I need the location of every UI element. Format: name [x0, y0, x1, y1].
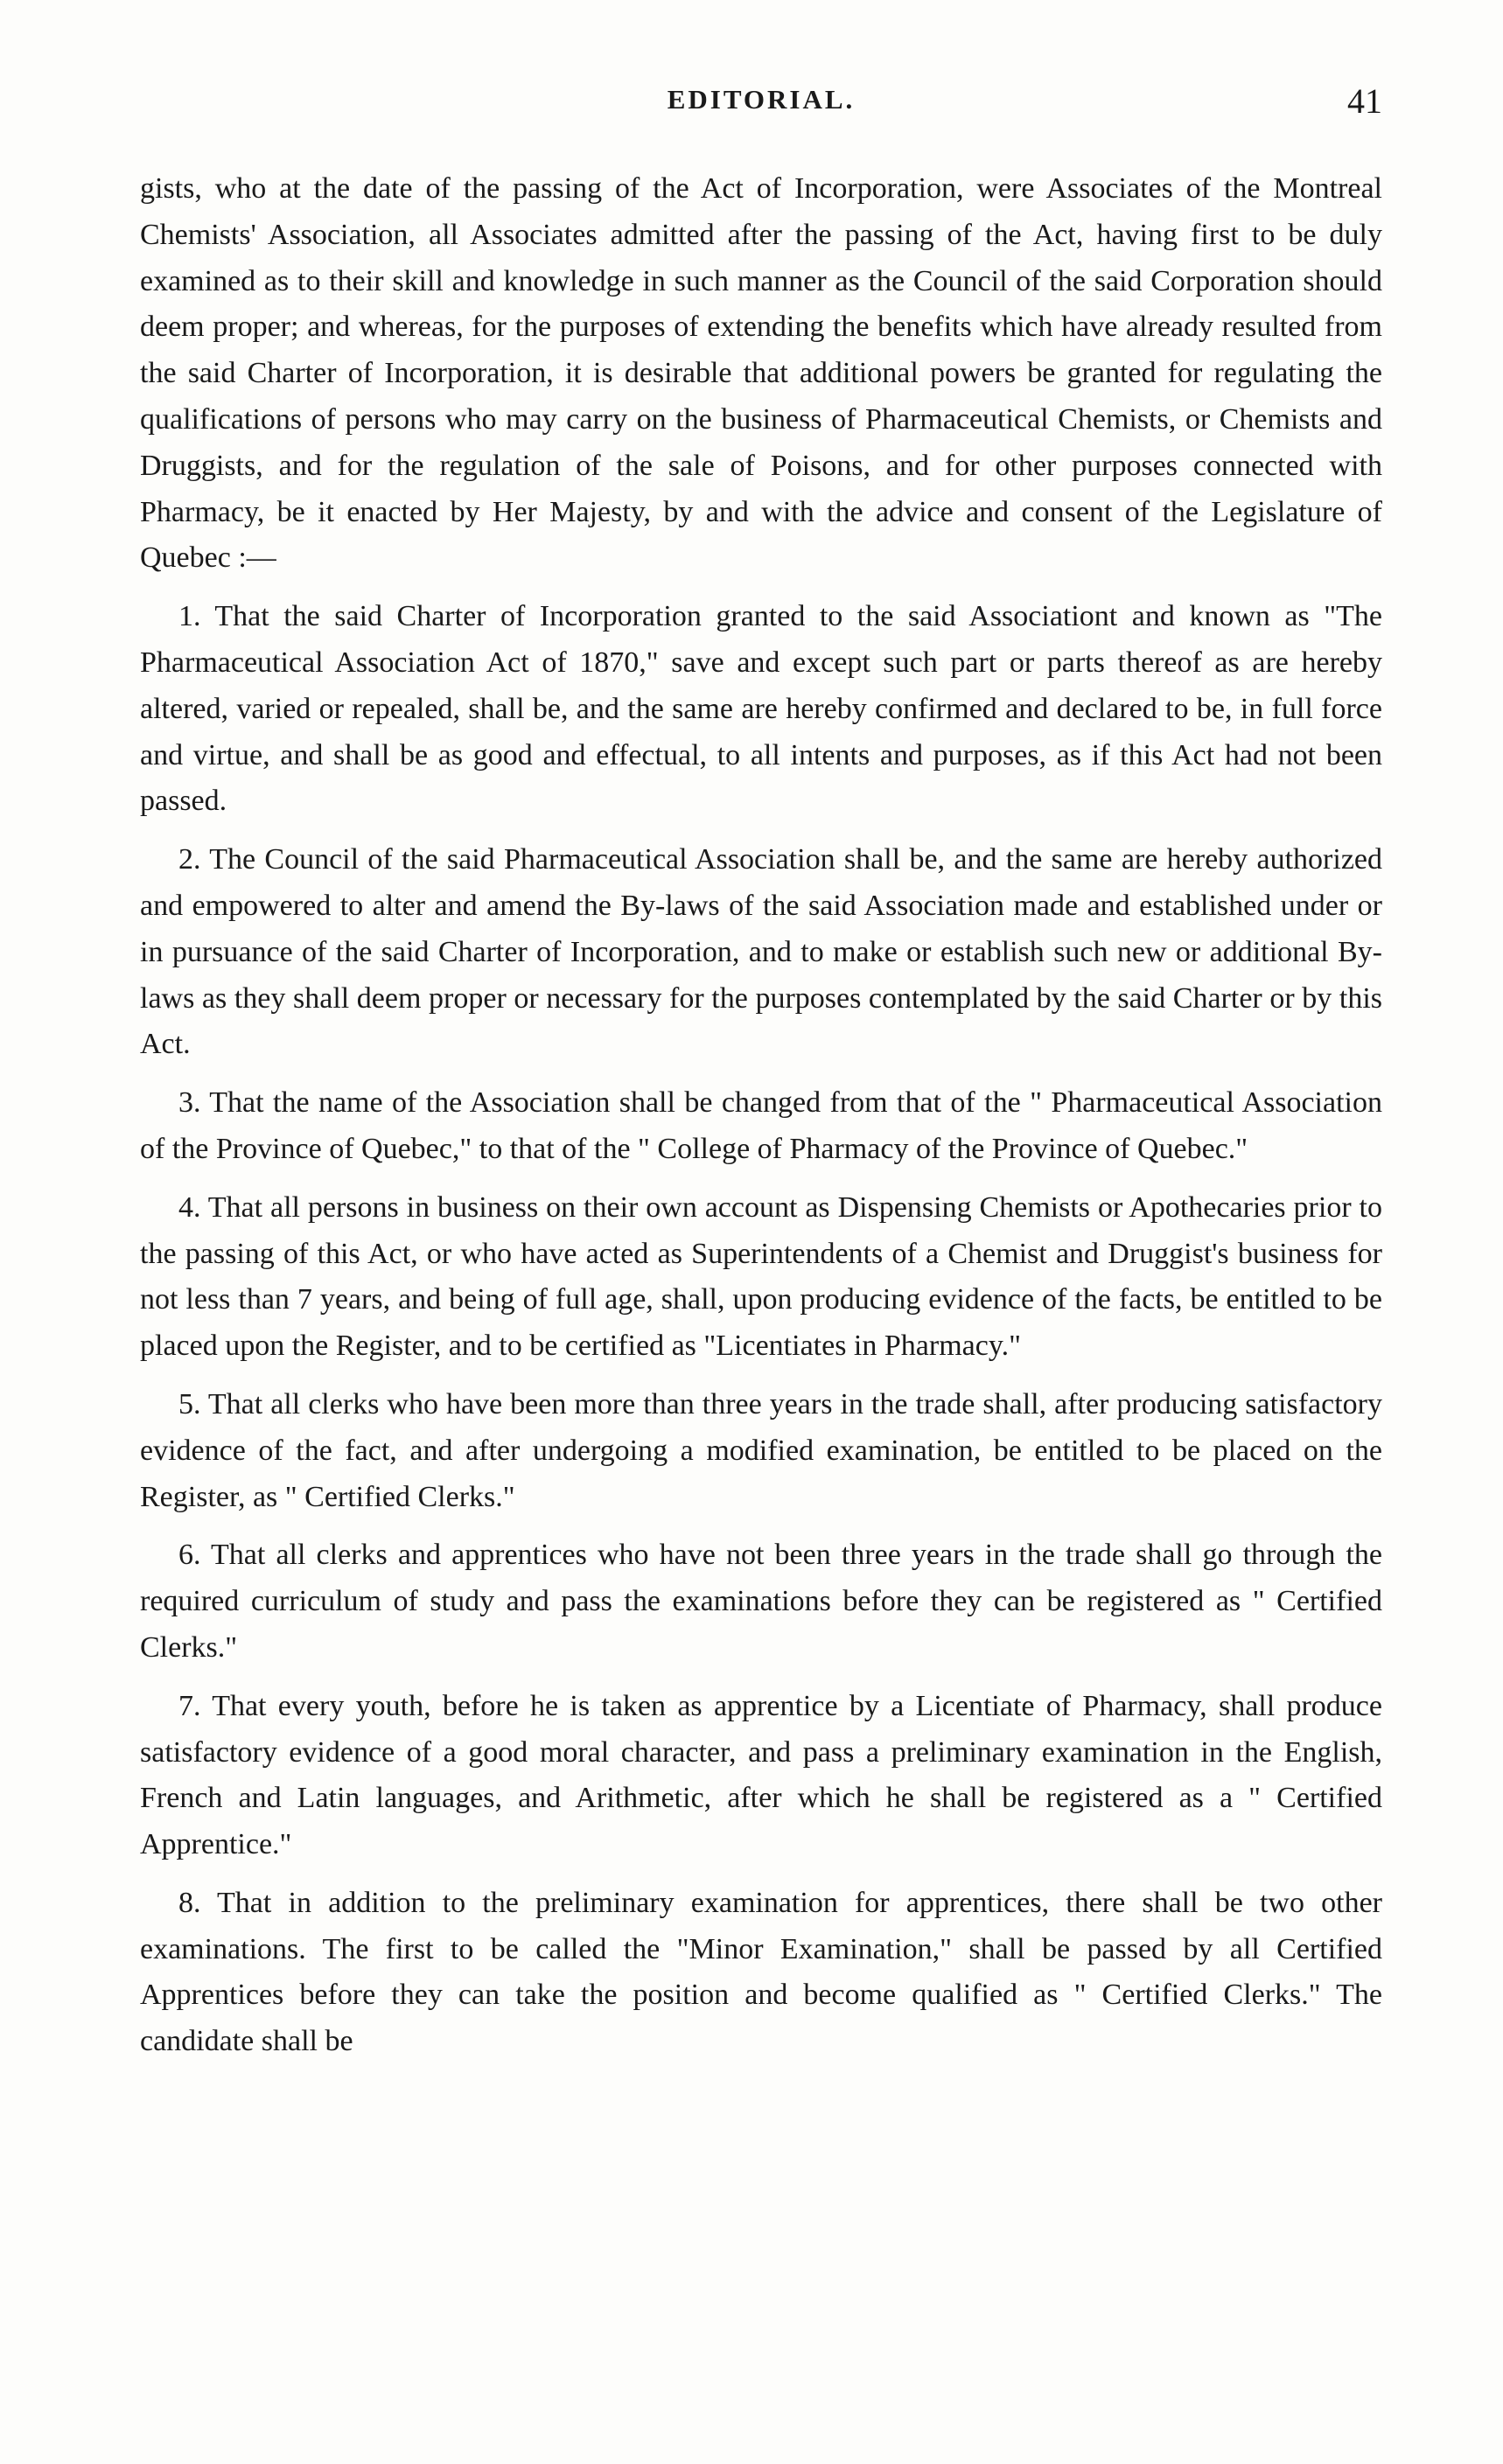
clause-3: 3. That the name of the Association shall be changed from that of the " Pharmaceutical Association of the Province of Quebec," to that of the " College of Pharmacy of the Province of Quebec." [140, 1086, 1382, 1165]
clause-2: 2. The Council of the said Pharmaceutical Association shall be, and the same are hereby authorized and empowered to alter and amend the By-laws of the said Association made and established under or in pursuance of the said Charter of Incorporation, and to make or establish such new or additional By-laws as they shall deem proper or necessary for the purposes contemplated by the said Charter or by this Act. [140, 843, 1382, 1061]
clause-1: 1. That the said Charter of Incorporation granted to the said Associationt and known as "The Pharmaceutical Association Act of 1870," save and except such part or parts thereof as are hereby altered, varied or repealed, shall be, and the same are hereby confirmed and declared to be, in full force and virtue, and shall be as good and effectual, to all intents and purposes, as if this Act had not been passed. [140, 600, 1382, 818]
clause-5: 5. That all clerks who have been more than three years in the trade shall, after producing satisfactory evidence of the fact, and after undergoing a modified examination, be entitled to be placed on the Register, as " Certified Clerks." [140, 1387, 1382, 1513]
body-text [140, 166, 1382, 2065]
running-head [140, 81, 1382, 136]
intro-paragraph: gists, who at the date of the passing of the Act of Incorporation, were Associates of the Montreal Chemists' Association, all Associates admitted after the passing of the Act, having first to be duly examined as to their skill and knowledge in such manner as the Council of the said Corporation should deem proper; and whereas, for the purposes of extending the benefits which have already resulted from the said Charter of Incorporation, it is desirable that additional powers be granted for regulating the qualifications of persons who may carry on the business of Pharmaceutical Chemists, or Chemists and Druggists, and for the regulation of the sale of Poisons, and for other purposes connected with Pharmacy, be it enacted by Her Majesty, by and with the advice and consent of the Legislature of Quebec :— [140, 172, 1382, 575]
running-head-title: EDITORIAL. [667, 84, 856, 115]
clause-7: 7. That every youth, before he is taken as apprentice by a Licentiate of Pharmacy, shall produce satisfactory evidence of a good moral character, and pass a preliminary examination in the English, French and Latin languages, and Arithmetic, after which he shall be registered as a " Certified Apprentice." [140, 1689, 1382, 1861]
clause-6: 6. That all clerks and apprentices who have not been three years in the trade shall go through the required curriculum of study and pass the examinations before they can be registered as " Certified Clerks." [140, 1539, 1382, 1664]
clause-8: 8. That in addition to the preliminary examination for apprentices, there shall be two other examinations. The first to be called the "Minor Examination," shall be passed by all Certified Apprentices before they can take the position and become qualified as " Certified Clerks." The candidate shall be [140, 1886, 1382, 2058]
page-number: 41 [1347, 81, 1382, 121]
clause-4: 4. That all persons in business on their own account as Dispensing Chemists or Apothecaries prior to the passing of this Act, or who have acted as Superintendents of a Chemist and Druggist's business for not less than 7 years, and being of full age, shall, upon producing evidence of the facts, be entitled to be placed upon the Register, and to be certified as "Licentiates in Pharmacy." [140, 1190, 1382, 1363]
